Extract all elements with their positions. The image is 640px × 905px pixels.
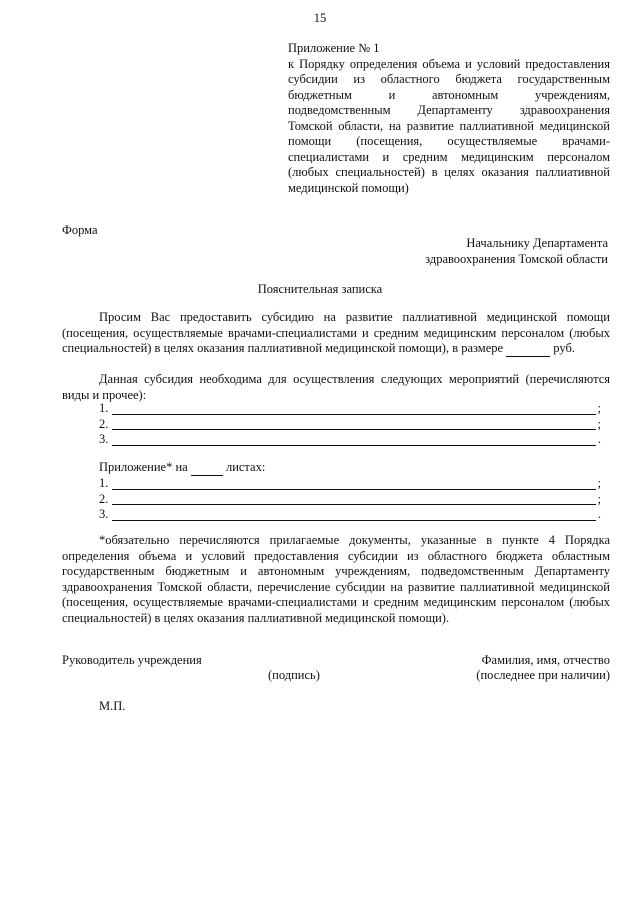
attachment-number: 2.	[99, 491, 109, 506]
signature-label: (подпись)	[268, 668, 320, 682]
name-note: (последнее при наличии)	[476, 668, 610, 682]
attachment-end: ;	[597, 476, 601, 490]
appendix-text: к Порядку определения объема и условий предоставления субсидии из областного бюджета государственным бюджетным и автономным учреждениям, подведомственным Департаменту здравоохранения Томской области, на развитие паллиативной медицинской помощи (посещения, осуществляемые врачами-специалистами и средним медицинским персоналом (любых специальностей) в целях оказания паллиативной медицинской помощи)	[288, 56, 610, 195]
attachment-end: ;	[597, 491, 601, 506]
activity-blank[interactable]	[112, 433, 596, 446]
attachment-number: 3.	[99, 507, 109, 521]
page-number: 15	[313, 11, 327, 25]
request-text: Просим Вас предоставить субсидию на развитие паллиативной медицинской помощи (посещения, осуществляемые врачами-специалистами и средним медицинским персоналом (любых специальностей) в целях оказания паллиативной медицинской помощи), в размере	[62, 310, 610, 355]
attachment-blank[interactable]	[112, 492, 595, 505]
request-paragraph	[62, 310, 610, 357]
activity-line[interactable]	[99, 417, 601, 433]
purpose-paragraph: Данная субсидия необходима для осуществления следующих мероприятий (перечисляются виды и прочее):	[62, 372, 610, 402]
attachment-list	[99, 476, 601, 523]
attachment-line[interactable]	[99, 507, 601, 523]
attachment-blank[interactable]	[112, 477, 595, 490]
amount-currency: руб.	[553, 341, 575, 355]
activity-blank[interactable]	[112, 402, 595, 415]
stamp-label: М.П.	[99, 699, 126, 713]
form-label: Форма	[62, 223, 98, 237]
appendix-header	[288, 41, 610, 196]
attachment-prefix: Приложение* на	[99, 460, 188, 474]
activity-line[interactable]	[99, 401, 601, 417]
addressee	[425, 236, 608, 267]
activity-number: 2.	[99, 416, 109, 431]
activity-number: 3.	[99, 432, 109, 446]
addressee-line-2: здравоохранения Томской области	[425, 251, 608, 266]
amount-blank[interactable]	[506, 344, 550, 357]
activities-list	[99, 401, 601, 448]
footnote: *обязательно перечисляются прилагаемые документы, указанные в пункте 4 Порядка определения объема и условий предоставления субсидии из областного бюджета областным государственным бюджетным и автономным учреждениям, подведомственным Департаменту здравоохранения Томской области, перечисление субсидии на развитие паллиативной медицинской (посещения, осуществляемые врачами-специалистами и средним медицинским персоналом (любых специальностей) в целях оказания паллиативной медицинской помощи).	[62, 533, 610, 625]
activity-blank[interactable]	[112, 417, 595, 430]
addressee-line-1: Начальнику Департамента	[466, 236, 608, 250]
attachment-line[interactable]	[99, 476, 601, 492]
attachment-end: .	[597, 507, 601, 521]
activity-end: ;	[597, 416, 601, 431]
activity-line[interactable]	[99, 432, 601, 448]
activity-number: 1.	[99, 401, 109, 415]
attachment-heading	[99, 460, 265, 476]
activity-end: ;	[597, 401, 601, 415]
attachment-number: 1.	[99, 476, 109, 490]
activity-end: .	[597, 432, 601, 446]
attachment-blank[interactable]	[112, 508, 596, 521]
document-title: Пояснительная записка	[257, 282, 383, 296]
attachment-line[interactable]	[99, 492, 601, 508]
name-label: Фамилия, имя, отчество	[481, 653, 610, 667]
appendix-title: Приложение № 1	[288, 41, 380, 55]
sheets-count-blank[interactable]	[191, 463, 223, 476]
head-label: Руководитель учреждения	[62, 653, 202, 667]
attachment-suffix: листах:	[225, 460, 266, 474]
